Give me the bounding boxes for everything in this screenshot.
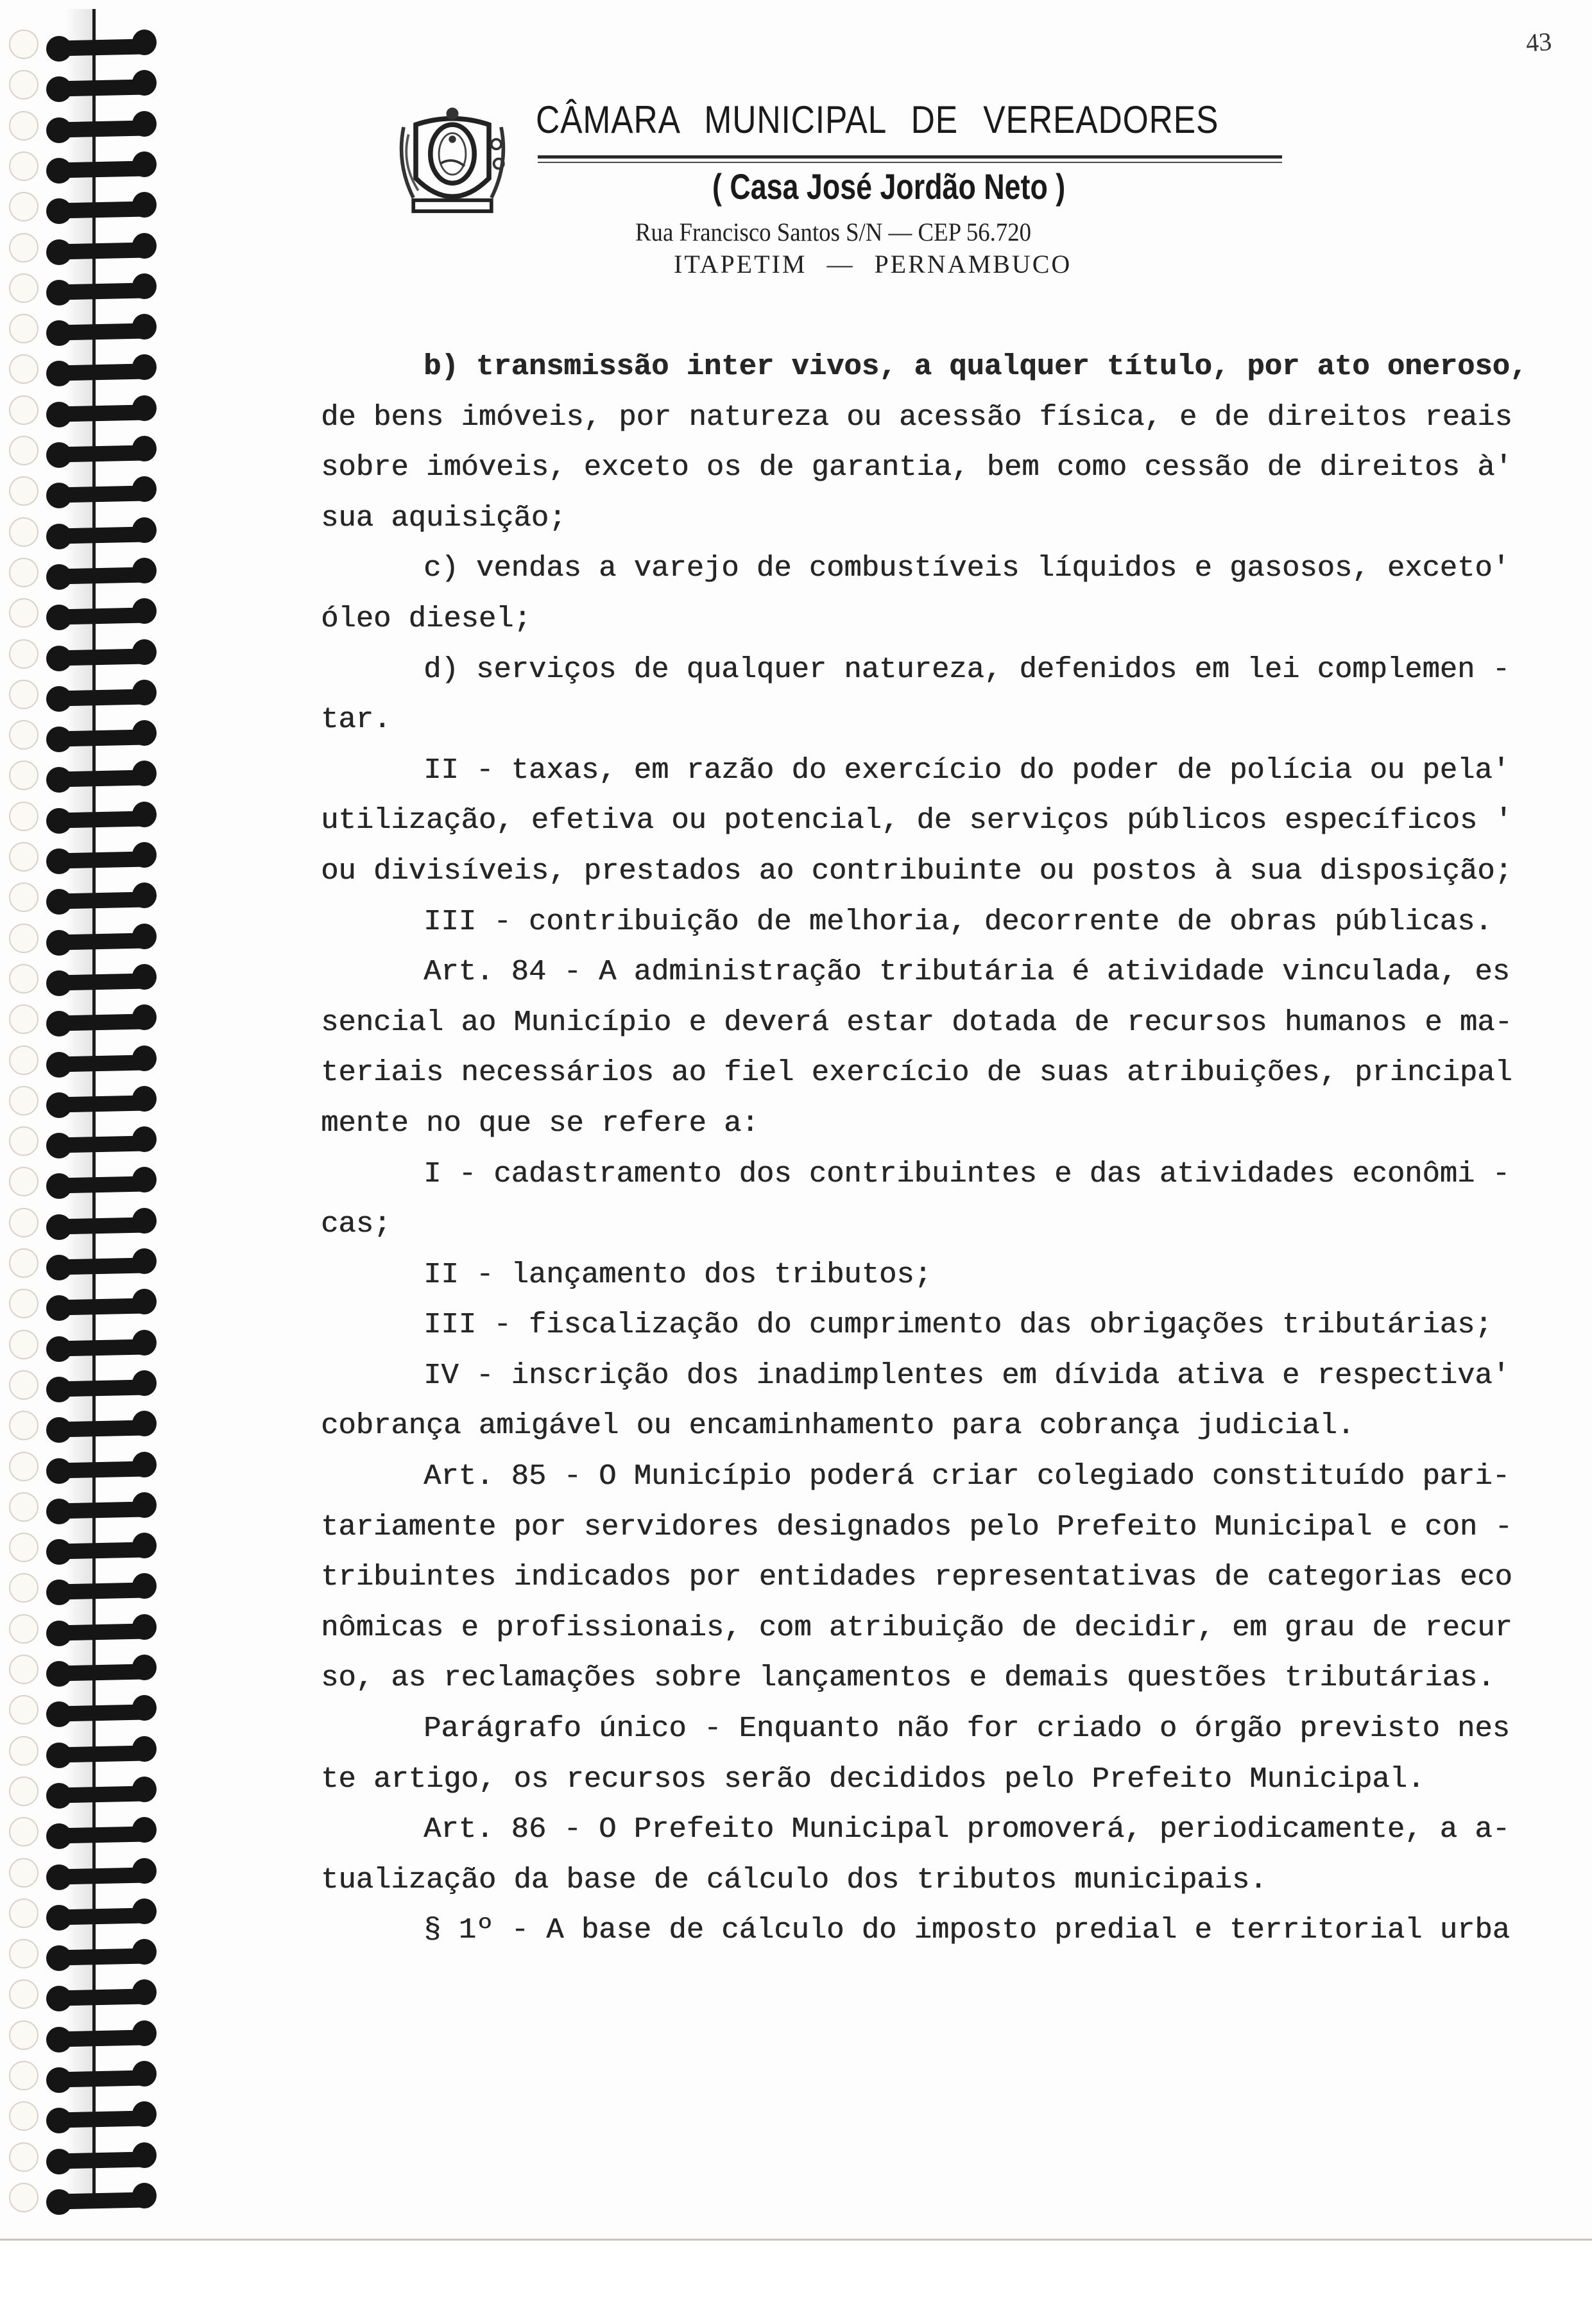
- binding-hole: [9, 111, 39, 141]
- binding-hole: [9, 192, 39, 221]
- binding-hole: [9, 882, 39, 912]
- binding-coil: [46, 646, 157, 667]
- text-line: te artigo, os recursos serão decididos pelo Prefeito Municipal.: [321, 1762, 1425, 1796]
- binding-hole: [9, 1248, 39, 1278]
- binding-coil: [46, 76, 157, 98]
- text-line: III - fiscalização do cumprimento das obrigações tributárias;: [424, 1308, 1493, 1342]
- binding-coil: [46, 2027, 157, 2049]
- binding-hole: [9, 1736, 39, 1766]
- text-line: tar.: [321, 703, 391, 737]
- institution-address: Rua Francisco Santos S/N — CEP 56.720: [635, 218, 1032, 246]
- binding-coil: [46, 930, 157, 952]
- binding-coil: [46, 1661, 157, 1683]
- text-line: III - contribuição de melhoria, decorrente de obras públicas.: [424, 904, 1493, 938]
- text-line: so, as reclamações sobre lançamentos e demais questões tributárias.: [321, 1661, 1495, 1695]
- text-line: tualização da base de cálculo dos tributos municipais.: [321, 1863, 1267, 1897]
- binding-hole: [9, 1898, 39, 1928]
- binding-hole: [9, 395, 39, 425]
- text-line: de bens imóveis, por natureza ou acessão física, e de direitos reais: [321, 400, 1512, 434]
- binding-hole: [9, 1695, 39, 1725]
- binding-coil: [46, 1621, 157, 1642]
- text-line: tribuintes indicados por entidades representativas de categorias eco: [321, 1560, 1512, 1594]
- binding-hole: [9, 1208, 39, 1237]
- binding-hole: [9, 1614, 39, 1644]
- page-bottom-edge: [0, 2239, 1592, 2324]
- binding-hole: [9, 598, 39, 628]
- binding-coil: [46, 1701, 157, 1723]
- binding-hole: [9, 1655, 39, 1684]
- institution-title: CÂMARA MUNICIPAL DE VEREADORES: [536, 98, 1219, 141]
- binding-hole: [9, 2020, 39, 2050]
- binding-hole: [9, 802, 39, 831]
- binding-hole: [9, 1939, 39, 1968]
- text-line: b) transmissão inter vivos, a qualquer título, por ato oneroso,: [424, 350, 1528, 383]
- binding-hole: [9, 70, 39, 99]
- binding-coil: [46, 239, 157, 261]
- text-line: c) vendas a varejo de combustíveis líquidos e gasosos, exceto': [424, 551, 1510, 585]
- binding-hole: [9, 1573, 39, 1603]
- binding-coil: [46, 889, 157, 911]
- binding-coil: [46, 2189, 157, 2211]
- binding-coil: [46, 1905, 157, 1927]
- binding-coil: [46, 1864, 157, 1886]
- binding-hole: [9, 842, 39, 872]
- text-line: teriais necessários ao fiel exercício de suas atribuições, principal: [321, 1056, 1512, 1090]
- binding-hole: [9, 1004, 39, 1034]
- text-line: sobre imóveis, exceto os de garantia, bem como cessão de direitos à': [321, 451, 1512, 485]
- text-line: II - lançamento dos tributos;: [424, 1257, 932, 1291]
- binding-coil: [46, 483, 157, 504]
- binding-coil: [46, 402, 157, 424]
- binding-coil: [46, 605, 157, 626]
- binding-hole: [9, 720, 39, 750]
- text-line: § 1º - A base de cálculo do imposto predial e territorial urba: [424, 1913, 1510, 1947]
- page-number: 43: [1525, 26, 1553, 58]
- binding-coil: [46, 2108, 157, 2130]
- text-line: IV - inscrição dos inadimplentes em dívida ativa e respectiva': [424, 1358, 1510, 1392]
- binding-coil: [46, 1011, 157, 1033]
- binding-coil: [46, 442, 157, 464]
- binding-coil: [46, 117, 157, 139]
- institution-subtitle: ( Casa José Jordão Neto ): [712, 166, 1066, 207]
- text-line: cobrança amigável ou encaminhamento para cobrança judicial.: [321, 1409, 1355, 1443]
- binding-hole: [9, 1533, 39, 1562]
- coat-of-arms-icon: [391, 103, 513, 225]
- binding-hole: [9, 2101, 39, 2131]
- binding-coil: [46, 361, 157, 383]
- binding-hole: [9, 761, 39, 790]
- binding-hole: [9, 2142, 39, 2172]
- binding-hole: [9, 924, 39, 953]
- binding-hole: [9, 354, 39, 384]
- document-body: [321, 341, 1540, 1956]
- binding-coil: [46, 524, 157, 546]
- binding-hole: [9, 436, 39, 465]
- text-line: sencial ao Município e deverá estar dotada de recursos humanos e ma-: [321, 1005, 1512, 1039]
- text-line: I - cadastramento dos contribuintes e das atividades econômi -: [424, 1157, 1510, 1191]
- binding-hole: [9, 1858, 39, 1888]
- binding-coil: [46, 970, 157, 992]
- binding-hole: [9, 2183, 39, 2212]
- binding-hole: [9, 476, 39, 506]
- binding-coil: [46, 848, 157, 870]
- text-line: II - taxas, em razão do exercício do poder de polícia ou pela': [424, 753, 1510, 787]
- binding-coil: [46, 1417, 157, 1439]
- text-line: Art. 86 - O Prefeito Municipal promoverá, periodicamente, a a-: [424, 1812, 1510, 1846]
- binding-coil: [46, 1255, 157, 1277]
- binding-coil: [46, 36, 157, 58]
- binding-hole: [9, 1167, 39, 1196]
- binding-coil: [46, 1133, 157, 1155]
- text-line: Art. 85 - O Município poderá criar colegiado constituído pari-: [424, 1459, 1510, 1493]
- binding-coil: [46, 320, 157, 342]
- binding-coil: [46, 1986, 157, 2008]
- title-underline: [538, 155, 1282, 159]
- binding-hole: [9, 1979, 39, 2009]
- binding-coil: [46, 2149, 157, 2171]
- binding-coil: [46, 1336, 157, 1358]
- letterhead: [379, 77, 1290, 289]
- binding-coil: [46, 1295, 157, 1317]
- binding-coil: [46, 1743, 157, 1764]
- binding-hole: [9, 151, 39, 181]
- text-line: mente no que se refere a:: [321, 1106, 759, 1140]
- binding-coil: [46, 198, 157, 220]
- text-line: Parágrafo único - Enquanto não for criado o órgão previsto nes: [424, 1712, 1510, 1746]
- binding-hole: [9, 558, 39, 587]
- binding-coil: [46, 808, 157, 830]
- binding-hole: [9, 1086, 39, 1115]
- binding-hole: [9, 1411, 39, 1440]
- binding-hole: [9, 273, 39, 303]
- binding-coil: [46, 158, 157, 180]
- title-underline-thin: [538, 162, 1282, 163]
- binding-coil: [46, 1377, 157, 1399]
- binding-hole: [9, 639, 39, 669]
- binding-hole: [9, 1777, 39, 1806]
- binding-coil: [46, 727, 157, 748]
- binding-coil: [46, 1173, 157, 1195]
- binding-coil: [46, 1092, 157, 1114]
- institution-city: ITAPETIM — PERNAMBUCO: [674, 250, 1072, 279]
- binding-coil: [46, 1579, 157, 1601]
- binding-hole: [9, 1126, 39, 1156]
- binding-hole: [9, 1492, 39, 1522]
- text-line: nômicas e profissionais, com atribuição de decidir, em grau de recur: [321, 1610, 1512, 1644]
- text-line: óleo diesel;: [321, 601, 531, 635]
- binding-hole: [9, 1289, 39, 1318]
- binding-hole: [9, 1452, 39, 1481]
- text-line: cas;: [321, 1207, 391, 1241]
- text-line: ou divisíveis, prestados ao contribuinte ou postos à sua disposição;: [321, 854, 1512, 888]
- spiral-binding: [0, 0, 167, 2227]
- text-line: utilização, efetiva ou potencial, de serviços públicos específicos ': [321, 804, 1512, 838]
- text-line: d) serviços de qualquer natureza, defenidos em lei complemen -: [424, 652, 1510, 686]
- binding-hole: [9, 517, 39, 547]
- binding-hole: [9, 1046, 39, 1075]
- binding-hole: [9, 1370, 39, 1400]
- binding-coil: [46, 1214, 157, 1236]
- binding-coil: [46, 1499, 157, 1520]
- binding-hole: [9, 314, 39, 343]
- binding-hole: [9, 964, 39, 994]
- text-line: tariamente por servidores designados pelo Prefeito Municipal e con -: [321, 1510, 1512, 1544]
- binding-coil: [46, 1823, 157, 1845]
- binding-coil: [46, 1783, 157, 1805]
- text-line: Art. 84 - A administração tributária é atividade vinculada, es: [424, 955, 1510, 989]
- binding-coil: [46, 564, 157, 586]
- binding-coil: [46, 686, 157, 708]
- binding-hole: [9, 233, 39, 263]
- text-line: sua aquisição;: [321, 501, 567, 535]
- binding-coil: [46, 1052, 157, 1074]
- binding-coil: [46, 280, 157, 302]
- binding-hole: [9, 2061, 39, 2090]
- binding-coil: [46, 767, 157, 789]
- binding-hole: [9, 680, 39, 709]
- binding-coil: [46, 2067, 157, 2089]
- binding-coil: [46, 1458, 157, 1480]
- binding-coil: [46, 1539, 157, 1561]
- binding-hole: [9, 30, 39, 59]
- binding-hole: [9, 1817, 39, 1846]
- binding-coil: [46, 1945, 157, 1967]
- binding-hole: [9, 1330, 39, 1359]
